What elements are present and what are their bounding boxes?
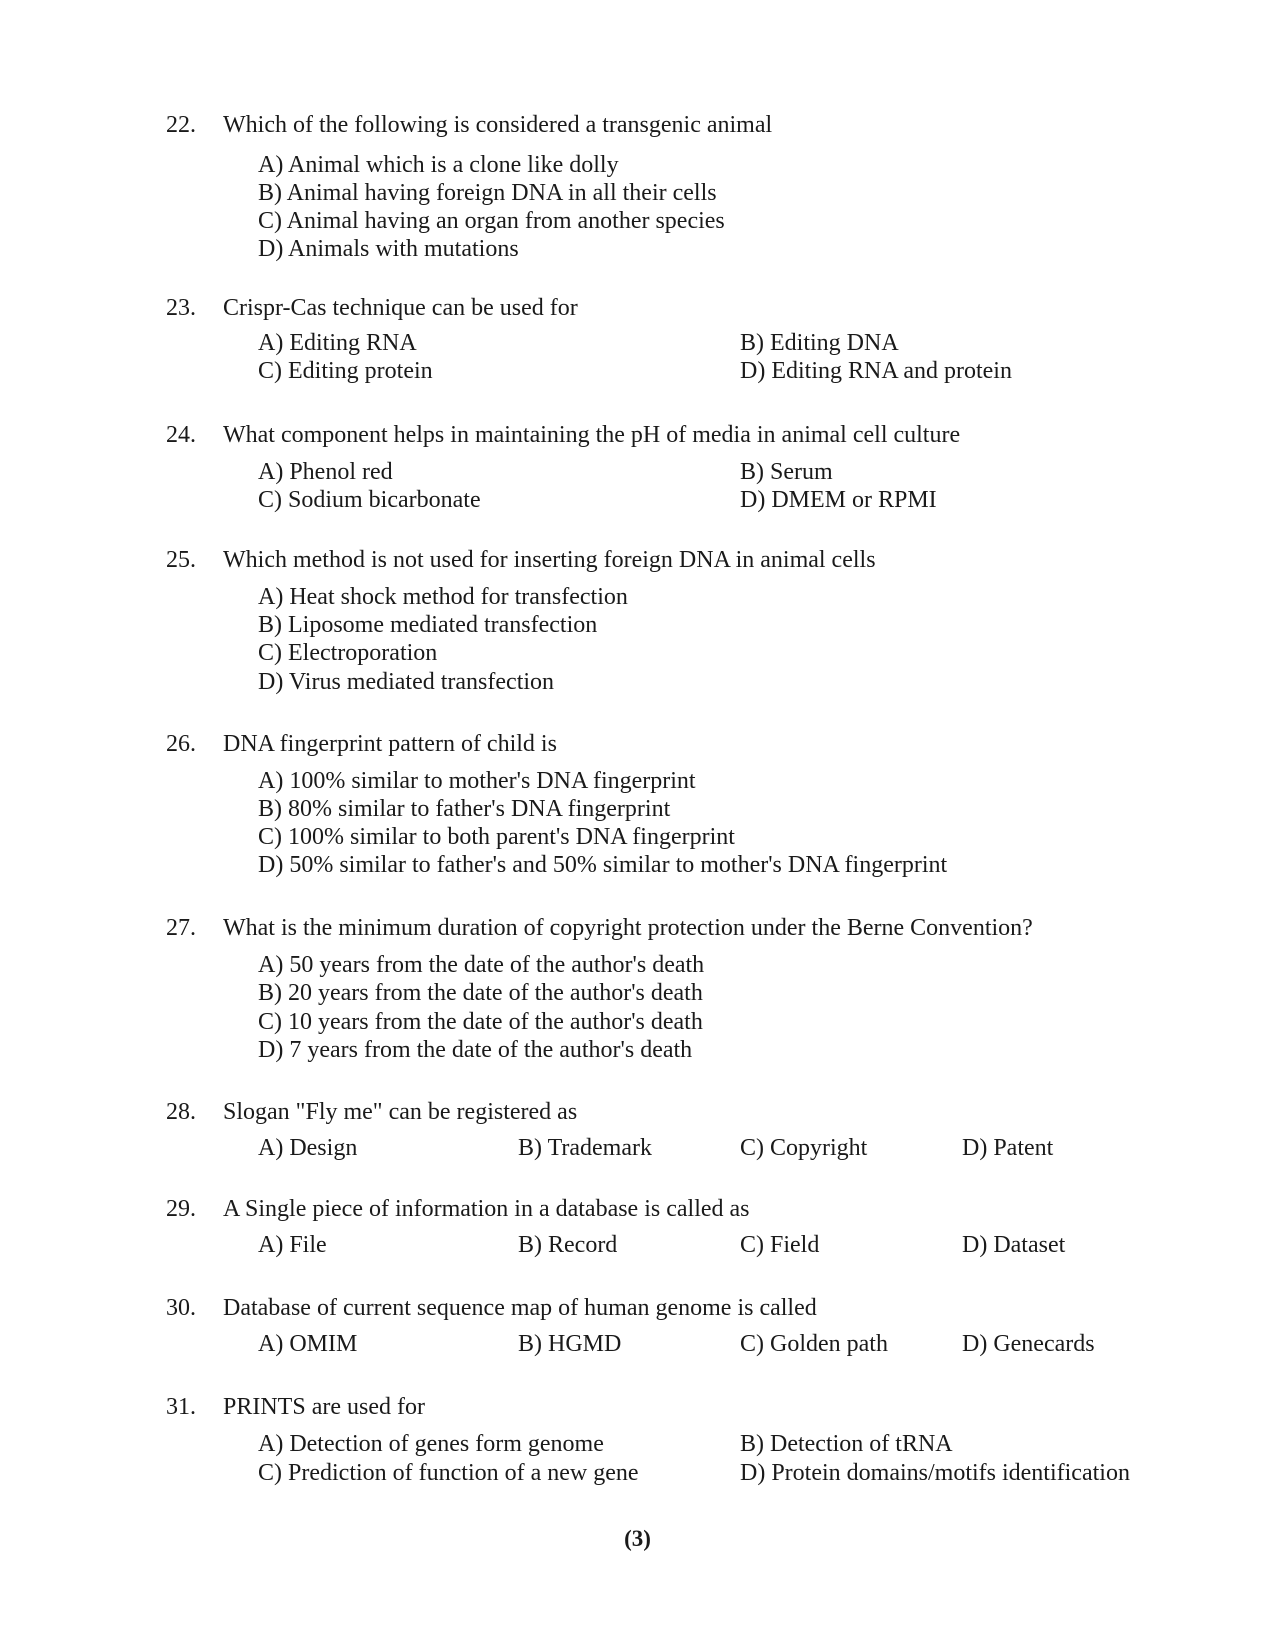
- question-text: A Single piece of information in a database is called as: [223, 1196, 750, 1222]
- option-a: A) Animal which is a clone like dolly: [258, 152, 619, 178]
- question-text: Which method is not used for inserting foreign DNA in animal cells: [223, 547, 876, 573]
- option-c: C) Copyright: [740, 1135, 868, 1161]
- question-29: [0, 1192, 1275, 1262]
- option-b: B) Trademark: [518, 1135, 652, 1161]
- question-text: Which of the following is considered a transgenic animal: [223, 112, 773, 138]
- option-c: C) 100% similar to both parent's DNA fingerprint: [258, 824, 735, 850]
- option-d: D) 7 years from the date of the author's death: [258, 1037, 693, 1063]
- option-a: A) Heat shock method for transfection: [258, 584, 628, 610]
- option-c: C) Golden path: [740, 1331, 888, 1357]
- option-c: C) 10 years from the date of the author's death: [258, 1009, 703, 1035]
- option-b: B) Serum: [740, 459, 833, 485]
- question-24: [0, 418, 1275, 516]
- question-number: 22.: [166, 112, 196, 138]
- question-number: 26.: [166, 731, 196, 757]
- question-25: [0, 543, 1275, 697]
- option-d: D) Editing RNA and protein: [740, 358, 1012, 384]
- question-number: 25.: [166, 547, 196, 573]
- option-c: C) Electroporation: [258, 640, 438, 666]
- question-number: 24.: [166, 422, 196, 448]
- option-d: D) Virus mediated transfection: [258, 669, 555, 695]
- question-number: 31.: [166, 1394, 196, 1420]
- question-22: [0, 108, 1275, 262]
- option-c: C) Field: [740, 1232, 820, 1258]
- question-28: [0, 1095, 1275, 1165]
- question-27: [0, 911, 1275, 1065]
- question-number: 23.: [166, 295, 196, 321]
- option-b: B) Editing DNA: [740, 330, 899, 356]
- option-d: D) Dataset: [962, 1232, 1066, 1258]
- option-a: A) Detection of genes form genome: [258, 1431, 604, 1457]
- option-d: D) Patent: [962, 1135, 1054, 1161]
- question-text: What component helps in maintaining the pH of media in animal cell culture: [223, 422, 961, 448]
- option-c: C) Sodium bicarbonate: [258, 487, 481, 513]
- question-31: [0, 1390, 1275, 1488]
- option-b: B) Liposome mediated transfection: [258, 612, 598, 638]
- question-text: What is the minimum duration of copyright protection under the Berne Convention?: [223, 915, 1033, 941]
- option-c: C) Prediction of function of a new gene: [258, 1460, 639, 1486]
- question-text: Database of current sequence map of human genome is called: [223, 1295, 817, 1321]
- question-text: PRINTS are used for: [223, 1394, 425, 1420]
- option-a: A) Editing RNA: [258, 330, 417, 356]
- question-text: Crispr-Cas technique can be used for: [223, 295, 578, 321]
- option-d: D) 50% similar to father's and 50% similar to mother's DNA fingerprint: [258, 852, 948, 878]
- question-30: [0, 1291, 1275, 1361]
- question-26: [0, 727, 1275, 881]
- option-b: B) Record: [518, 1232, 618, 1258]
- question-text: Slogan "Fly me" can be registered as: [223, 1099, 578, 1125]
- option-d: D) Animals with mutations: [258, 236, 519, 262]
- option-a: A) Phenol red: [258, 459, 393, 485]
- option-a: A) Design: [258, 1135, 358, 1161]
- option-d: D) Protein domains/motifs identification: [740, 1460, 1130, 1486]
- option-b: B) Animal having foreign DNA in all their cells: [258, 180, 717, 206]
- option-c: C) Editing protein: [258, 358, 433, 384]
- option-d: D) Genecards: [962, 1331, 1095, 1357]
- option-a: A) 50 years from the date of the author's death: [258, 952, 705, 978]
- option-c: C) Animal having an organ from another species: [258, 208, 725, 234]
- question-number: 27.: [166, 915, 196, 941]
- option-b: B) 20 years from the date of the author's death: [258, 980, 703, 1006]
- question-23: [0, 291, 1275, 389]
- option-a: A) OMIM: [258, 1331, 358, 1357]
- option-d: D) DMEM or RPMI: [740, 487, 937, 513]
- option-b: B) 80% similar to father's DNA fingerprint: [258, 796, 671, 822]
- option-a: A) 100% similar to mother's DNA fingerprint: [258, 768, 696, 794]
- page-number: (3): [624, 1526, 651, 1551]
- question-text: DNA fingerprint pattern of child is: [223, 731, 557, 757]
- question-number: 29.: [166, 1196, 196, 1222]
- option-a: A) File: [258, 1232, 327, 1258]
- option-b: B) HGMD: [518, 1331, 622, 1357]
- question-number: 28.: [166, 1099, 196, 1125]
- question-number: 30.: [166, 1295, 196, 1321]
- option-b: B) Detection of tRNA: [740, 1431, 953, 1457]
